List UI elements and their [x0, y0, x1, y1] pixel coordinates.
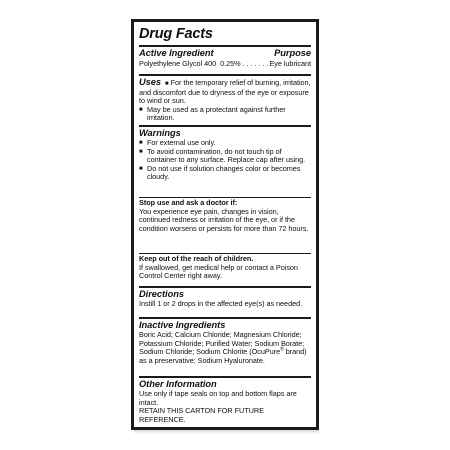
keep-out-heading: Keep out of the reach of children. — [139, 254, 254, 263]
inactive-ingredients-section — [139, 320, 311, 376]
active-ingredient-row — [139, 59, 311, 68]
leader-dots: . . . . . . . — [242, 59, 269, 68]
divider — [139, 286, 311, 288]
active-ingredient-section — [139, 48, 311, 74]
bullet-icon: ■ — [139, 106, 143, 113]
other-information-line-1: Use only if tape seals on top and bottom flaps are intact. — [139, 389, 297, 407]
list-item — [139, 165, 311, 182]
inactive-text-part-2: brand) as a preservative; Sodium Hyaluronate. — [139, 347, 307, 365]
list-item — [139, 148, 311, 165]
divider — [139, 376, 311, 378]
ingredient-name: Polyethylene Glycol 400 — [139, 59, 217, 68]
uses-item-1: For the temporary relief of burning, irritation, and discomfort due to dryness of the eye or exposure to wind or sun. — [139, 78, 311, 106]
directions-heading: Directions — [139, 289, 184, 299]
panel-shadow — [134, 430, 319, 434]
uses-heading: Uses — [139, 77, 162, 87]
directions-text: Instill 1 or 2 drops in the affected eye(s) as needed. — [139, 299, 303, 308]
uses-item-2: May be used as a protectant against further irritation. — [147, 104, 286, 123]
divider — [139, 125, 311, 127]
other-information-heading: Other Information — [139, 379, 217, 389]
drug-facts-panel — [131, 19, 319, 430]
registered-mark: ® — [280, 346, 284, 353]
warnings-item-1: For external use only. — [147, 138, 216, 147]
bullet-icon: ■ — [165, 81, 169, 87]
keep-out-text: If swallowed, get medical help or contact a Poison Control Center right away. — [139, 262, 298, 281]
directions-section — [139, 289, 311, 317]
inactive-text-part-1: Boric Acid; Calcium Chloride; Magnesium Chloride; Potassium Chloride; Purified Water; Sodium Borate; Sodium Chloride; Sodium Chlorite (OcuPure — [139, 330, 305, 357]
divider — [139, 45, 311, 47]
warnings-item-2: To avoid contamination, do not touch tip of container to any surface. Replace cap after using. — [147, 146, 306, 165]
warnings-section — [139, 128, 311, 196]
active-ingredient-header — [139, 48, 311, 59]
other-information-line-2: RETAIN THIS CARTON FOR FUTURE REFERENCE. — [139, 406, 264, 424]
purpose-heading: Purpose — [274, 48, 311, 58]
active-ingredient-heading: Active Ingredient — [139, 48, 214, 58]
warnings-heading: Warnings — [139, 128, 181, 138]
bullet-icon: ■ — [139, 140, 143, 146]
bullet-icon: ■ — [139, 148, 143, 155]
inactive-ingredients-text — [139, 331, 311, 365]
list-item — [139, 106, 311, 123]
keep-out-section — [139, 255, 311, 286]
warnings-item-3: Do not use if solution changes color or becomes cloudy. — [147, 163, 301, 182]
inactive-ingredients-heading: Inactive Ingredients — [139, 320, 226, 330]
drug-facts-title: Drug Facts — [139, 26, 213, 42]
stop-use-text: You experience eye pain, changes in vision, continued redness or irritation of the eye, or if the condition worsens or persists for more than 72 hours. — [139, 206, 309, 233]
stop-use-section — [139, 199, 311, 252]
divider — [139, 317, 311, 319]
ingredient-purpose: Eye lubricant — [269, 59, 311, 68]
bullet-icon: ■ — [139, 165, 143, 172]
divider — [139, 74, 311, 76]
other-information-section — [139, 379, 311, 424]
uses-section — [139, 77, 311, 125]
stop-use-heading: Stop use and ask a doctor if: — [139, 198, 238, 207]
ingredient-strength: 0.25% — [220, 59, 241, 68]
